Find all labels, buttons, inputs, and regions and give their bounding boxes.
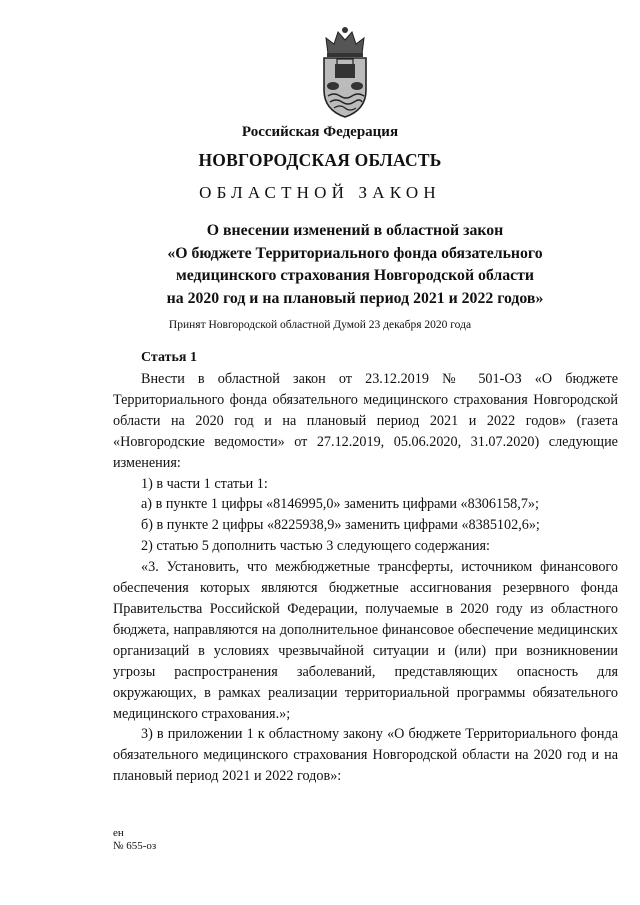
law-title-line: медицинского страхования Новгородской области — [175, 267, 535, 284]
law-title — [80, 220, 630, 310]
region-heading: НОВГОРОДСКАЯ ОБЛАСТЬ — [198, 150, 442, 170]
article-paragraph: Внести в областной закон от 23.12.2019 № 501-ОЗ «О бюджете Территориального фонда обязательного медицинского страхования Новгородской области на 2020 год и на плановый период 2021 и 2022 годов» (газета «Новгородские ведомости» от 27.12.2019, 05.06.2020, 31.07.2020) следующие изменения: — [113, 371, 618, 471]
law-number: № 655-оз — [113, 840, 157, 852]
country-heading: Российская Федерация — [241, 124, 399, 140]
coat-of-arms-icon — [314, 24, 376, 120]
article-paragraph: «3. Установить, что межбюджетные трансферты, источником финансового обеспечения которых являются бюджетные ассигнования резервного фонда Правительства Российской Федерации, получаемые в 2020 году из областного бюджета, направляются на дополнительное финансовое обеспечение медицинских организаций в условиях чрезвычайной ситуации и (или) при возникновении угрозы распространения заболеваний, представляющих опасность для окружающих, в рамках реализации территориальной программы обязательного медицинского страхования.»; — [113, 559, 618, 722]
article-paragraph: 2) статью 5 дополнить частью 3 следующего содержания: — [141, 538, 490, 555]
adoption-note: Принят Новгородской областной Думой 23 декабря 2020 года — [168, 319, 472, 331]
article-paragraph: б) в пункте 2 цифры «8225938,9» заменить цифрами «8385102,6»; — [141, 517, 540, 534]
article-paragraph: а) в пункте 1 цифры «8146995,0» заменить цифрами «8306158,7»; — [141, 496, 539, 513]
executor-initials: ен — [113, 827, 124, 839]
document-footer — [113, 827, 156, 853]
law-title-line: «О бюджете Территориального фонда обязательного — [167, 244, 543, 262]
law-title-line: на 2020 год и на плановый период 2021 и 2022 годов» — [166, 289, 544, 307]
article-paragraph: 1) в части 1 статьи 1: — [141, 475, 268, 492]
article-body — [113, 369, 618, 787]
article-heading: Статья 1 — [141, 350, 197, 365]
article-paragraph: 3) в приложении 1 к областному закону «О бюджете Территориального фонда обязательного медицинского страхования Новгородской области на 2020 год и на плановый период 2021 и 2022 годов»: — [113, 726, 618, 785]
document-type-heading: ОБЛАСТНОЙ ЗАКОН — [199, 183, 441, 202]
law-title-line: О внесении изменений в областной закон — [206, 222, 504, 239]
